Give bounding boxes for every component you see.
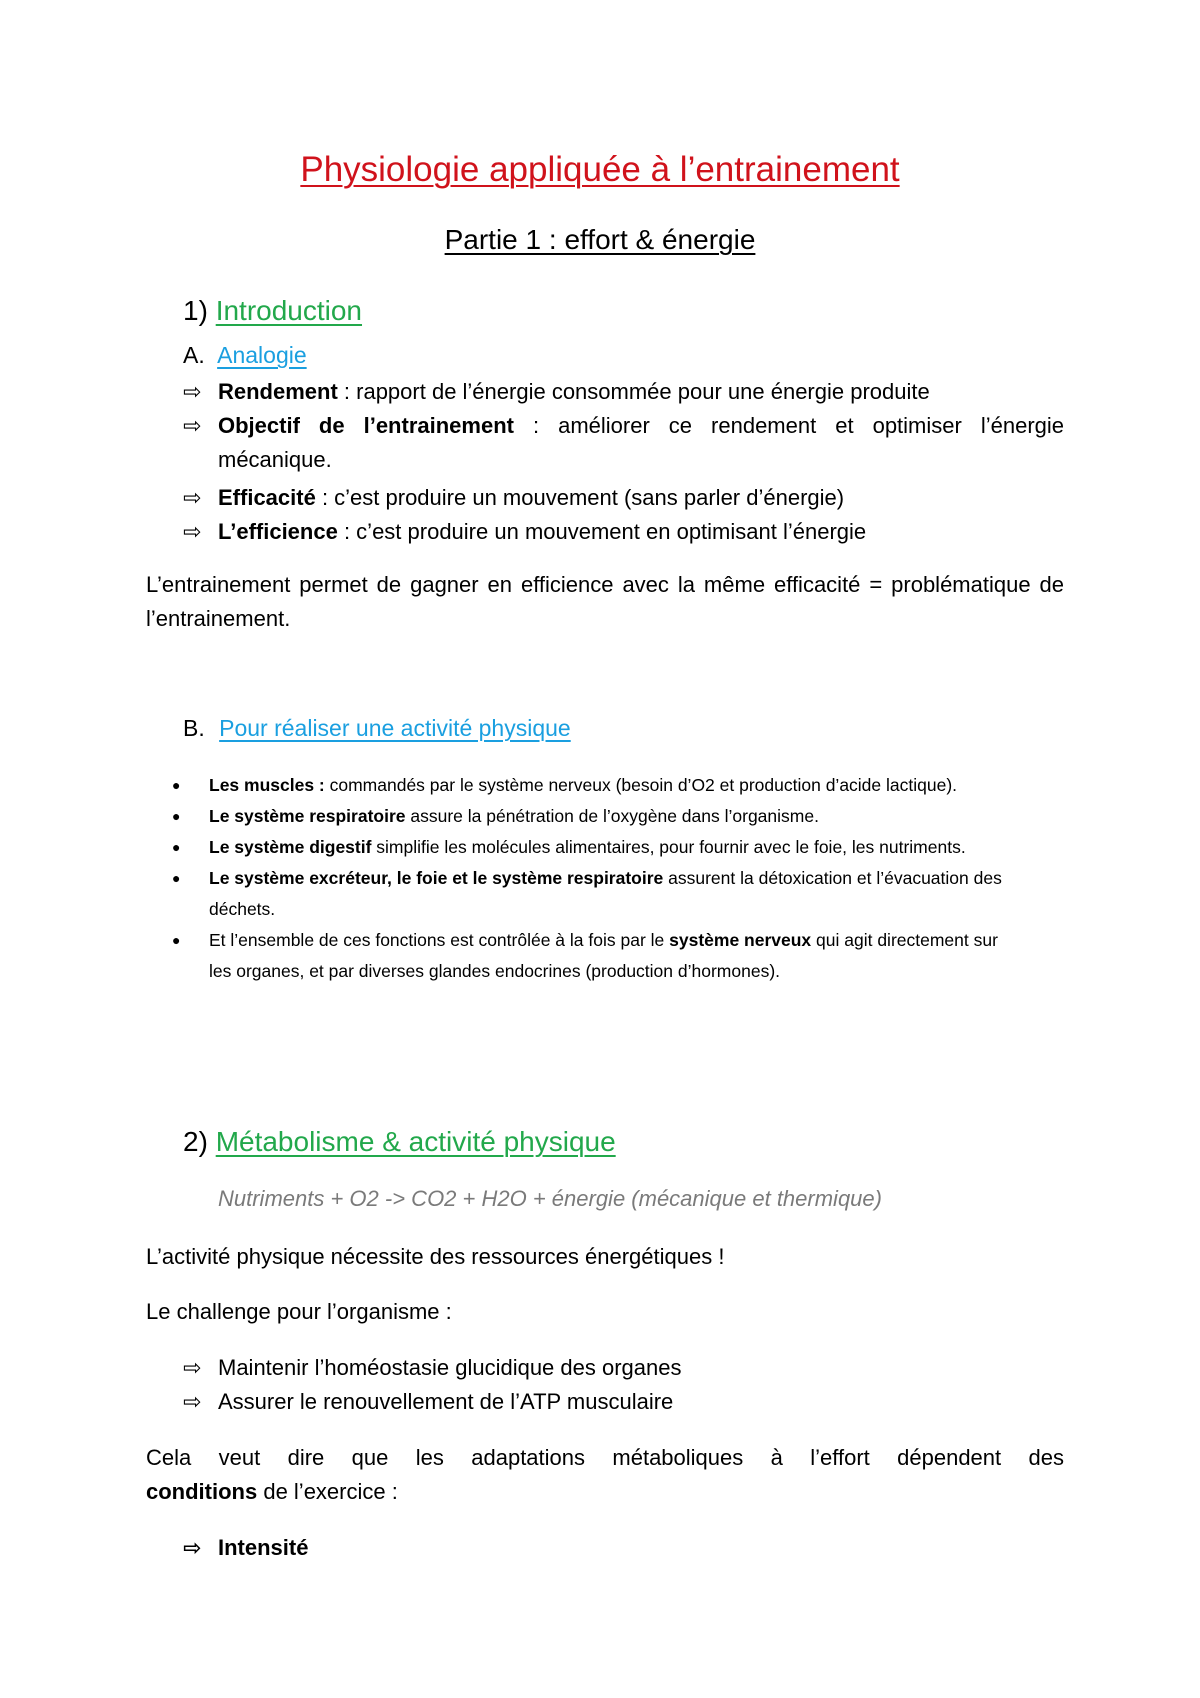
bullet-dot-icon: ●	[172, 839, 181, 855]
bullet-dot-icon: ●	[172, 932, 181, 948]
subsection-a-title: Analogie	[217, 342, 307, 368]
challenge-line: Le challenge pour l’organisme :	[146, 1299, 452, 1324]
energy-needs-line: L’activité physique nécessite des ressources énergétiques !	[146, 1244, 725, 1269]
right-outline-arrow-icon: ⇨	[183, 1389, 202, 1414]
arrow-item-objectif	[183, 409, 1064, 477]
term-conditions: conditions	[146, 1479, 258, 1504]
list-item: ● Le système excréteur, le foie et le système respiratoire assurent la détoxication et l’évacuation des déchets.	[170, 863, 1020, 925]
subsection-a-heading	[183, 342, 307, 369]
list-item: ● Les muscles : commandés par le système nerveux (besoin d’O2 et production d’acide lactique).	[170, 770, 1020, 801]
list-item: ● Le système digestif simplifie les molécules alimentaires, pour fournir avec le foie, les nutriments.	[170, 832, 1020, 863]
definition-rendement: : rapport de l’énergie consommée pour une énergie produite	[337, 379, 930, 404]
section-1-number: 1)	[183, 295, 208, 326]
section-2-number: 2)	[183, 1126, 208, 1157]
right-outline-arrow-icon: ⇨	[183, 519, 202, 544]
arrow-item-intensite: ⇨ Intensité	[183, 1531, 1064, 1565]
arrow-item-homeostasie: ⇨ Maintenir l’homéostasie glucidique des organes	[183, 1351, 1064, 1385]
section-1-title: Introduction	[215, 295, 363, 326]
section-2-title: Métabolisme & activité physique	[215, 1126, 616, 1157]
section-2-heading	[183, 1126, 616, 1158]
definition-efficience: : c’est produire un mouvement en optimisant l’énergie	[337, 519, 867, 544]
metabolism-formula: Nutriments + O2 -> CO2 + H2O + énergie (mécanique et thermique)	[218, 1186, 882, 1211]
document-subtitle: Partie 1 : effort & énergie	[444, 224, 756, 255]
arrow-item-atp: ⇨ Assurer le renouvellement de l’ATP musculaire	[183, 1385, 1064, 1419]
definition-objectif: : améliorer ce rendement et optimiser l’énergie mécanique.	[218, 413, 1065, 472]
subsection-b-letter: B.	[183, 715, 205, 741]
term-efficience: L’efficience	[218, 519, 338, 544]
intro-paragraph: L’entrainement permet de gagner en efficience avec la même efficacité = problématique de l’entrainement.	[146, 572, 1064, 631]
list-item: ● Le système respiratoire assure la pénétration de l’oxygène dans l’organisme.	[170, 801, 1020, 832]
term-efficacite: Efficacité	[218, 485, 316, 510]
arrow-item-efficacite	[183, 481, 1064, 515]
subsection-b-heading	[183, 715, 571, 742]
right-outline-arrow-icon: ⇨	[183, 379, 202, 404]
right-outline-arrow-icon: ⇨	[183, 1535, 202, 1560]
document-title: Physiologie appliquée à l’entrainement	[300, 150, 900, 189]
list-item: ● Et l’ensemble de ces fonctions est contrôlée à la fois par le système nerveux qui agit directement sur les organes, et par diverses glandes endocrines (production d’hormones).	[170, 925, 1020, 987]
term-rendement: Rendement	[218, 379, 338, 404]
section-1-heading	[183, 295, 362, 327]
subsection-b-title: Pour réaliser une activité physique	[219, 715, 571, 741]
right-outline-arrow-icon: ⇨	[183, 485, 202, 510]
subsection-a-letter: A.	[183, 342, 205, 368]
adaptations-line-2: conditions de l’exercice :	[146, 1479, 398, 1504]
bullet-dot-icon: ●	[172, 808, 181, 824]
right-outline-arrow-icon: ⇨	[183, 413, 202, 438]
term-objectif: Objectif de l’entrainement	[218, 413, 514, 438]
bullet-dot-icon: ●	[172, 777, 181, 793]
bullet-dot-icon: ●	[172, 870, 181, 886]
arrow-item-efficience	[183, 515, 1064, 549]
arrow-item-rendement	[183, 375, 1064, 409]
definition-efficacite: : c’est produire un mouvement (sans parler d’énergie)	[315, 485, 845, 510]
adaptations-line-1: Cela veut dire que les adaptations métaboliques à l’effort dépendent des	[146, 1445, 1064, 1470]
systems-bullet-list	[170, 770, 1020, 987]
right-outline-arrow-icon: ⇨	[183, 1355, 202, 1380]
